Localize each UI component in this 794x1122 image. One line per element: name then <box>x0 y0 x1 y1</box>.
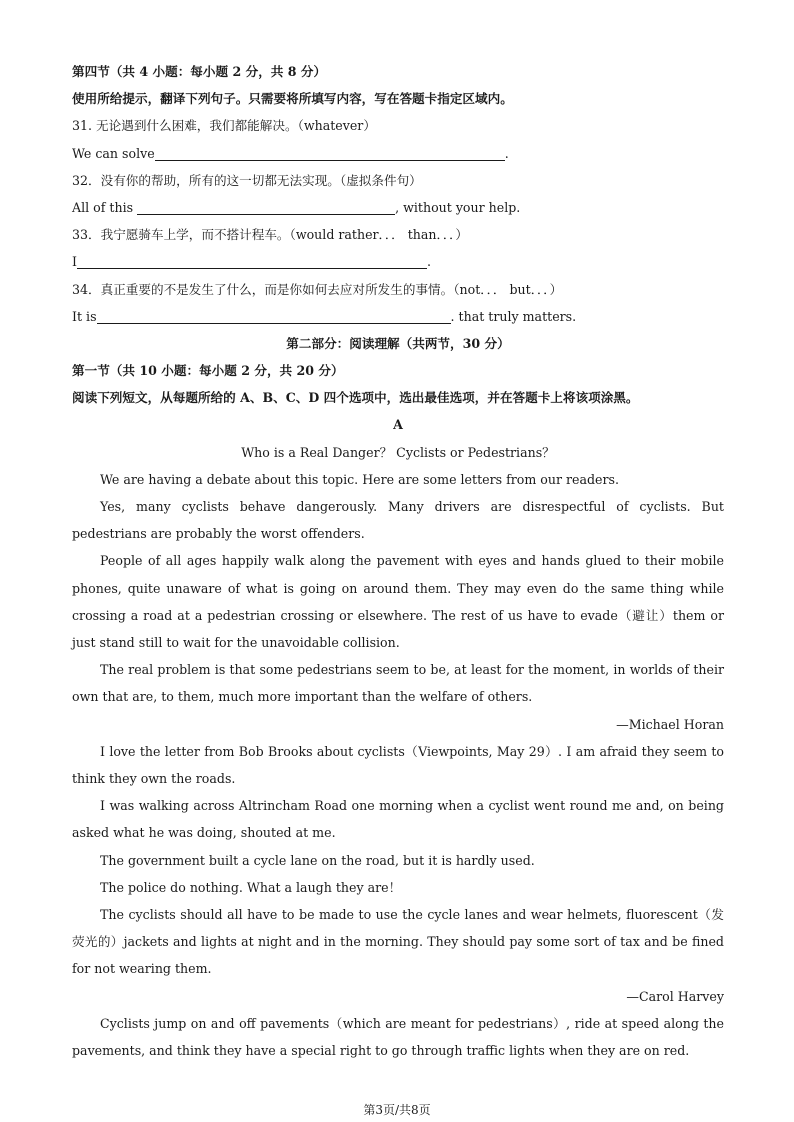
answer-blank-31[interactable] <box>155 145 505 161</box>
passage-paragraph-9: The cyclists should all have to be made to use the cycle lanes and wear helmets, fluorescent（发荧光的）jackets and lights at night and in the morning. They should pay some sort of tax and be fined for not wearing them. <box>72 907 724 977</box>
passage-paragraph-1: We are having a debate about this topic. Here are some letters from our readers. <box>100 471 619 487</box>
letter-signature-1: —Michael Horan <box>616 716 724 732</box>
passage-paragraph-7: The government built a cycle lane on the road, but it is hardly used. <box>100 852 535 868</box>
page-footer: 第3页/共8页 <box>363 1103 431 1117</box>
question-32-prompt: 32．没有你的帮助，所有的这一切都无法实现。（虚拟条件句） <box>72 172 422 188</box>
passage-title: Who is a Real Danger？ Cyclists or Pedestrians？ <box>241 444 555 460</box>
part2-heading: 第二部分：阅读理解（共两节，30 分） <box>286 335 510 351</box>
section1-heading: 第一节（共 10 小题：每小题 2 分，共 20 分） <box>72 363 344 379</box>
passage-paragraph-3: People of all ages happily walk along the pavement with eyes and hands glued to their mobile phones, quite unaware of what is going on around them. They may even do the same thing while crossing a road at a pedestrian crossing or elsewhere. The rest of us have to evade（避让）them or just stand still to wait for the unavoidable collision. <box>72 553 724 651</box>
question-31-prompt: 31. 无论遇到什么困难，我们都能解决。（whatever） <box>72 118 376 134</box>
passage-label: A <box>393 417 403 433</box>
passage-paragraph-10: Cyclists jump on and off pavements（which are meant for pedestrians）, ride at speed along the pavements, and think they have a special right to go through traffic lights when they are on red. <box>72 1015 724 1059</box>
question-33-answer-line: I . <box>72 254 431 270</box>
passage-paragraph-2: Yes, many cyclists behave dangerously. Many drivers are disrespectful of cyclists. But pedestrians are probably the worst offenders. <box>72 499 724 542</box>
letter-signature-2: —Carol Harvey <box>626 988 724 1004</box>
answer-blank-32[interactable] <box>137 199 395 215</box>
question-33-prompt: 33．我宁愿骑车上学，而不搭计程车。（would rather．．． than．．．） <box>72 227 469 243</box>
answer-blank-34[interactable] <box>97 308 451 324</box>
question-32-answer-line: All of this , without your help. <box>72 199 521 215</box>
question-31-answer-line: We can solve . <box>72 145 509 161</box>
passage-paragraph-5: I love the letter from Bob Brooks about cyclists（Viewpoints, May 29）. I am afraid they seem to think they own the roads. <box>72 743 724 787</box>
page-content <box>72 58 724 1064</box>
passage-paragraph-4: The real problem is that some pedestrians seem to be, at least for the moment, in worlds of their own that are, to them, much more important than the welfare of others. <box>72 662 724 705</box>
section4-instruction: 使用所给提示，翻译下列句子。只需要将所填写内容，写在答题卡指定区域内。 <box>72 91 513 107</box>
passage-paragraph-6: I was walking across Altrincham Road one morning when a cyclist went round me and, on being asked what he was doing, shouted at me. <box>72 798 724 841</box>
answer-blank-33[interactable] <box>77 253 427 269</box>
section4-heading: 第四节（共 4 小题：每小题 2 分，共 8 分） <box>72 64 327 79</box>
question-34-prompt: 34．真正重要的不是发生了什么，而是你如何去应对所发生的事情。（not．．． but．．．） <box>72 281 563 297</box>
passage-paragraph-8: The police do nothing. What a laugh they are！ <box>100 879 402 895</box>
section1-instruction: 阅读下列短文，从每题所给的 A、B、C、D 四个选项中，选出最佳选项，并在答题卡上将该项涂黑。 <box>72 390 639 406</box>
question-34-answer-line: It is . that truly matters. <box>72 308 577 324</box>
